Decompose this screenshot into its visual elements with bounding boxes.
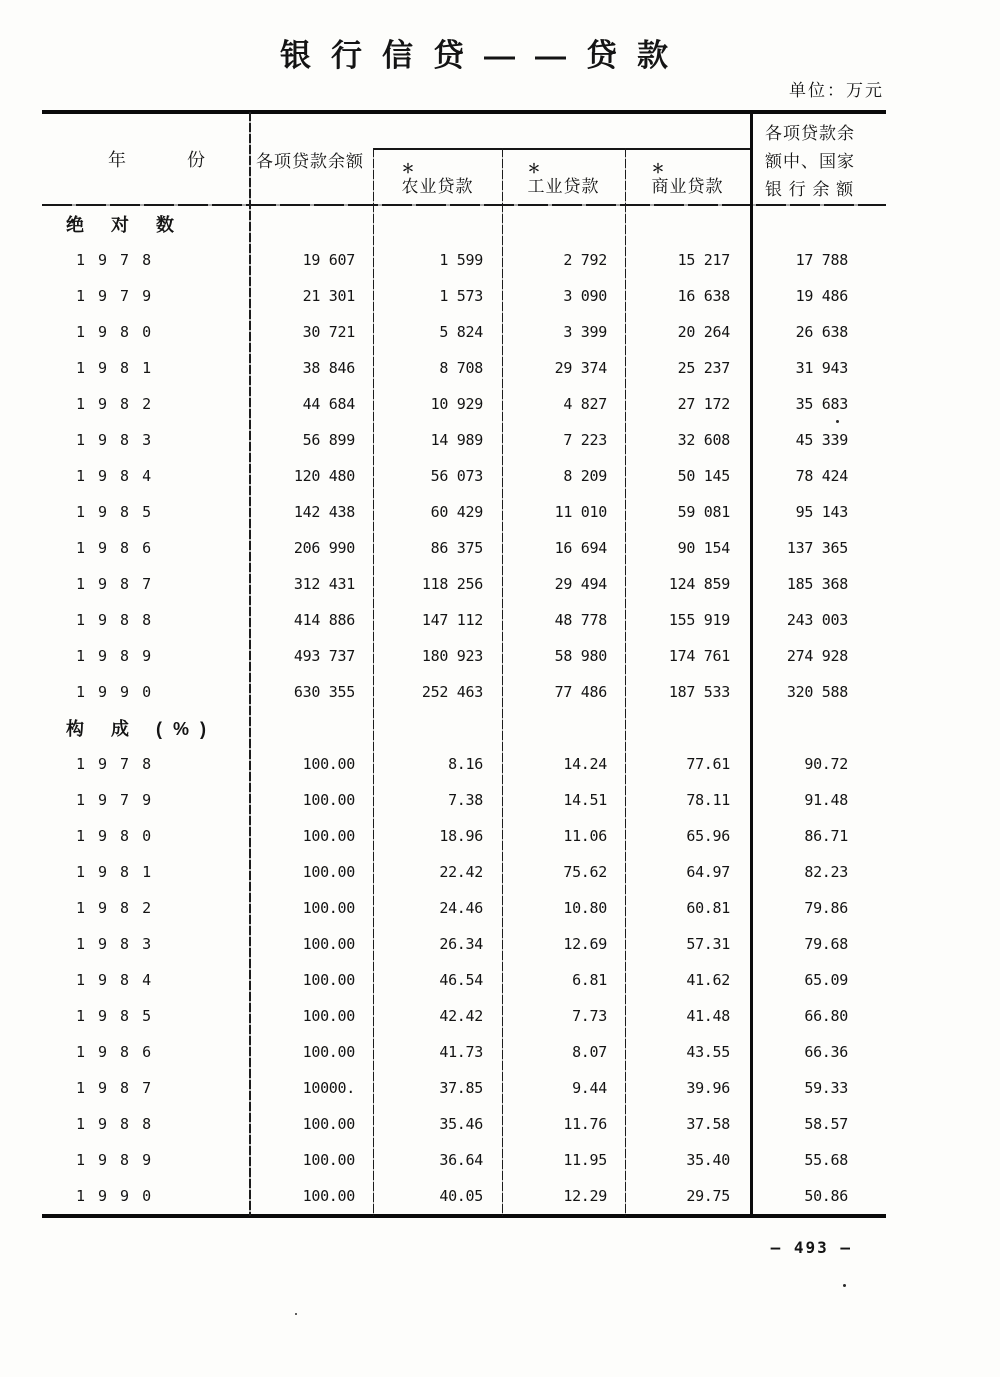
value-cell: 187 533 bbox=[668, 683, 730, 701]
value-cell: 43.55 bbox=[686, 1043, 730, 1061]
value-cell: 29 374 bbox=[554, 359, 607, 377]
value-cell: 91.48 bbox=[804, 791, 848, 809]
value-cell: 8 708 bbox=[439, 359, 483, 377]
industry-header-label: 工业贷款 bbox=[527, 176, 600, 196]
value-cell: 21 301 bbox=[302, 287, 355, 305]
year-cell: 1984 bbox=[76, 467, 165, 485]
value-cell: 79.86 bbox=[804, 899, 848, 917]
agriculture-header-label: 农业贷款 bbox=[401, 176, 474, 196]
value-cell: 45 339 bbox=[795, 431, 848, 449]
year-cell: 1982 bbox=[76, 395, 165, 413]
year-cell: 1981 bbox=[76, 359, 165, 377]
table-row bbox=[42, 602, 886, 638]
year-cell: 1986 bbox=[76, 1043, 165, 1061]
value-cell: 6.81 bbox=[572, 971, 607, 989]
value-cell: 11 010 bbox=[554, 503, 607, 521]
value-cell: 31 943 bbox=[795, 359, 848, 377]
value-cell: 1 573 bbox=[439, 287, 483, 305]
state-bank-header-line: 各项贷款余 bbox=[765, 124, 855, 143]
year-cell: 1989 bbox=[76, 647, 165, 665]
value-cell: 7.73 bbox=[572, 1007, 607, 1025]
value-cell: 50.86 bbox=[804, 1187, 848, 1205]
value-cell: 25 237 bbox=[677, 359, 730, 377]
value-cell: 100.00 bbox=[302, 1115, 355, 1133]
value-cell: 100.00 bbox=[302, 899, 355, 917]
year-cell: 1988 bbox=[76, 611, 165, 629]
value-cell: 29.75 bbox=[686, 1187, 730, 1205]
section-label: 绝 对 数 bbox=[66, 215, 186, 235]
table-row bbox=[42, 422, 886, 458]
value-cell: 100.00 bbox=[302, 1007, 355, 1025]
value-cell: 100.00 bbox=[302, 1187, 355, 1205]
footnote-asterisk: ＊ bbox=[401, 160, 415, 176]
commerce-header-label: 商业贷款 bbox=[651, 176, 724, 196]
value-cell: 86 375 bbox=[430, 539, 483, 557]
value-cell: 180 923 bbox=[421, 647, 483, 665]
value-cell: 100.00 bbox=[302, 1043, 355, 1061]
value-cell: 124 859 bbox=[668, 575, 730, 593]
year-cell: 1980 bbox=[76, 323, 165, 341]
table-row bbox=[42, 818, 886, 854]
agriculture-column-header bbox=[373, 154, 502, 204]
value-cell: 3 399 bbox=[563, 323, 607, 341]
value-cell: 2 792 bbox=[563, 251, 607, 269]
unit-label: 单位：万元 bbox=[789, 81, 884, 100]
year-cell: 1987 bbox=[76, 575, 165, 593]
value-cell: 147 112 bbox=[421, 611, 483, 629]
table-row bbox=[42, 494, 886, 530]
value-cell: 10 929 bbox=[430, 395, 483, 413]
table-row bbox=[42, 746, 886, 782]
value-cell: 41.48 bbox=[686, 1007, 730, 1025]
value-cell: 100.00 bbox=[302, 827, 355, 845]
table-row bbox=[42, 566, 886, 602]
value-cell: 37.58 bbox=[686, 1115, 730, 1133]
total-loans-column-header: 各项贷款余额 bbox=[256, 151, 364, 171]
table-row bbox=[42, 242, 886, 278]
year-cell: 1990 bbox=[76, 683, 165, 701]
table-row bbox=[42, 1106, 886, 1142]
page-number: — 493 — bbox=[770, 1238, 852, 1257]
value-cell: 58.57 bbox=[804, 1115, 848, 1133]
table-bottom-rule bbox=[42, 1214, 886, 1218]
table-header bbox=[42, 114, 886, 204]
year-cell: 1980 bbox=[76, 827, 165, 845]
table-row bbox=[42, 386, 886, 422]
table-row bbox=[42, 314, 886, 350]
value-cell: 50 145 bbox=[677, 467, 730, 485]
value-cell: 37.85 bbox=[439, 1079, 483, 1097]
year-cell: 1985 bbox=[76, 1007, 165, 1025]
value-cell: 55.68 bbox=[804, 1151, 848, 1169]
value-cell: 36.64 bbox=[439, 1151, 483, 1169]
value-cell: 65.09 bbox=[804, 971, 848, 989]
value-cell: 493 737 bbox=[293, 647, 355, 665]
value-cell: 100.00 bbox=[302, 755, 355, 773]
year-cell: 1982 bbox=[76, 899, 165, 917]
value-cell: 90 154 bbox=[677, 539, 730, 557]
year-header-char: 份 bbox=[187, 150, 205, 170]
table-row bbox=[42, 890, 886, 926]
table-row bbox=[42, 962, 886, 998]
value-cell: 12.29 bbox=[563, 1187, 607, 1205]
footnote-asterisk: ＊ bbox=[527, 160, 541, 176]
agriculture-header-stack bbox=[402, 162, 474, 197]
value-cell: 3 090 bbox=[563, 287, 607, 305]
value-cell: 10.80 bbox=[563, 899, 607, 917]
table-row bbox=[42, 278, 886, 314]
state-bank-header-line: 银 行 余 额 bbox=[765, 180, 855, 199]
section-label-row bbox=[42, 710, 886, 746]
section-label: 构 成 (%) bbox=[66, 719, 217, 739]
value-cell: 78.11 bbox=[686, 791, 730, 809]
value-cell: 29 494 bbox=[554, 575, 607, 593]
value-cell: 79.68 bbox=[804, 935, 848, 953]
value-cell: 243 003 bbox=[786, 611, 848, 629]
table-row bbox=[42, 1178, 886, 1214]
value-cell: 100.00 bbox=[302, 791, 355, 809]
table-row bbox=[42, 782, 886, 818]
value-cell: 4 827 bbox=[563, 395, 607, 413]
value-cell: 320 588 bbox=[786, 683, 848, 701]
value-cell: 274 928 bbox=[786, 647, 848, 665]
scan-speck bbox=[836, 420, 839, 423]
value-cell: 100.00 bbox=[302, 1151, 355, 1169]
value-cell: 7.38 bbox=[448, 791, 483, 809]
value-cell: 58 980 bbox=[554, 647, 607, 665]
value-cell: 19 486 bbox=[795, 287, 848, 305]
value-cell: 35 683 bbox=[795, 395, 848, 413]
value-cell: 95 143 bbox=[795, 503, 848, 521]
value-cell: 8.07 bbox=[572, 1043, 607, 1061]
value-cell: 206 990 bbox=[293, 539, 355, 557]
year-cell: 1983 bbox=[76, 935, 165, 953]
table-row bbox=[42, 1070, 886, 1106]
value-cell: 630 355 bbox=[293, 683, 355, 701]
value-cell: 14.51 bbox=[563, 791, 607, 809]
table-row bbox=[42, 926, 886, 962]
value-cell: 39.96 bbox=[686, 1079, 730, 1097]
value-cell: 64.97 bbox=[686, 863, 730, 881]
value-cell: 60 429 bbox=[430, 503, 483, 521]
value-cell: 65.96 bbox=[686, 827, 730, 845]
table-row bbox=[42, 1034, 886, 1070]
page-title: 银行信贷——贷款 bbox=[280, 38, 688, 73]
footnote-asterisk: ＊ bbox=[651, 160, 665, 176]
value-cell: 312 431 bbox=[293, 575, 355, 593]
value-cell: 8.16 bbox=[448, 755, 483, 773]
value-cell: 11.95 bbox=[563, 1151, 607, 1169]
table-body bbox=[42, 206, 886, 1214]
value-cell: 7 223 bbox=[563, 431, 607, 449]
value-cell: 252 463 bbox=[421, 683, 483, 701]
table-row bbox=[42, 458, 886, 494]
value-cell: 59.33 bbox=[804, 1079, 848, 1097]
value-cell: 414 886 bbox=[293, 611, 355, 629]
value-cell: 57.31 bbox=[686, 935, 730, 953]
table-row bbox=[42, 1142, 886, 1178]
value-cell: 9.44 bbox=[572, 1079, 607, 1097]
value-cell: 12.69 bbox=[563, 935, 607, 953]
value-cell: 24.46 bbox=[439, 899, 483, 917]
year-cell: 1990 bbox=[76, 1187, 165, 1205]
value-cell: 185 368 bbox=[786, 575, 848, 593]
year-cell: 1984 bbox=[76, 971, 165, 989]
year-cell: 1979 bbox=[76, 287, 165, 305]
value-cell: 11.06 bbox=[563, 827, 607, 845]
value-cell: 75.62 bbox=[563, 863, 607, 881]
value-cell: 59 081 bbox=[677, 503, 730, 521]
table-row bbox=[42, 998, 886, 1034]
value-cell: 10000. bbox=[302, 1079, 355, 1097]
table-row bbox=[42, 854, 886, 890]
value-cell: 86.71 bbox=[804, 827, 848, 845]
value-cell: 66.80 bbox=[804, 1007, 848, 1025]
value-cell: 46.54 bbox=[439, 971, 483, 989]
value-cell: 174 761 bbox=[668, 647, 730, 665]
value-cell: 14 989 bbox=[430, 431, 483, 449]
year-column-header bbox=[42, 114, 249, 204]
value-cell: 100.00 bbox=[302, 971, 355, 989]
table-row bbox=[42, 350, 886, 386]
year-cell: 1985 bbox=[76, 503, 165, 521]
loans-table bbox=[42, 110, 886, 1220]
value-cell: 18.96 bbox=[439, 827, 483, 845]
year-cell: 1986 bbox=[76, 539, 165, 557]
value-cell: 16 694 bbox=[554, 539, 607, 557]
year-cell: 1978 bbox=[76, 251, 165, 269]
state-bank-column-header bbox=[750, 120, 886, 204]
year-cell: 1979 bbox=[76, 791, 165, 809]
value-cell: 60.81 bbox=[686, 899, 730, 917]
year-cell: 1988 bbox=[76, 1115, 165, 1133]
commerce-header-stack bbox=[652, 162, 724, 197]
value-cell: 42.42 bbox=[439, 1007, 483, 1025]
value-cell: 20 264 bbox=[677, 323, 730, 341]
value-cell: 48 778 bbox=[554, 611, 607, 629]
value-cell: 11.76 bbox=[563, 1115, 607, 1133]
value-cell: 56 899 bbox=[302, 431, 355, 449]
value-cell: 78 424 bbox=[795, 467, 848, 485]
value-cell: 66.36 bbox=[804, 1043, 848, 1061]
value-cell: 38 846 bbox=[302, 359, 355, 377]
value-cell: 118 256 bbox=[421, 575, 483, 593]
value-cell: 100.00 bbox=[302, 863, 355, 881]
value-cell: 16 638 bbox=[677, 287, 730, 305]
value-cell: 19 607 bbox=[302, 251, 355, 269]
value-cell: 8 209 bbox=[563, 467, 607, 485]
scan-speck bbox=[843, 1284, 846, 1287]
value-cell: 77 486 bbox=[554, 683, 607, 701]
value-cell: 22.42 bbox=[439, 863, 483, 881]
value-cell: 155 919 bbox=[668, 611, 730, 629]
scan-speck bbox=[295, 1313, 297, 1315]
value-cell: 26.34 bbox=[439, 935, 483, 953]
value-cell: 40.05 bbox=[439, 1187, 483, 1205]
table-row bbox=[42, 638, 886, 674]
value-cell: 120 480 bbox=[293, 467, 355, 485]
value-cell: 137 365 bbox=[786, 539, 848, 557]
value-cell: 35.46 bbox=[439, 1115, 483, 1133]
industry-header-stack bbox=[528, 162, 600, 197]
value-cell: 17 788 bbox=[795, 251, 848, 269]
year-cell: 1989 bbox=[76, 1151, 165, 1169]
value-cell: 82.23 bbox=[804, 863, 848, 881]
value-cell: 1 599 bbox=[439, 251, 483, 269]
value-cell: 15 217 bbox=[677, 251, 730, 269]
year-cell: 1987 bbox=[76, 1079, 165, 1097]
industry-column-header bbox=[502, 154, 625, 204]
value-cell: 32 608 bbox=[677, 431, 730, 449]
state-bank-header-line: 额中、国家 bbox=[765, 152, 855, 171]
value-cell: 100.00 bbox=[302, 935, 355, 953]
value-cell: 5 824 bbox=[439, 323, 483, 341]
value-cell: 41.62 bbox=[686, 971, 730, 989]
value-cell: 35.40 bbox=[686, 1151, 730, 1169]
value-cell: 77.61 bbox=[686, 755, 730, 773]
value-cell: 14.24 bbox=[563, 755, 607, 773]
value-cell: 142 438 bbox=[293, 503, 355, 521]
year-cell: 1983 bbox=[76, 431, 165, 449]
year-cell: 1981 bbox=[76, 863, 165, 881]
value-cell: 56 073 bbox=[430, 467, 483, 485]
year-cell: 1978 bbox=[76, 755, 165, 773]
section-label-row bbox=[42, 206, 886, 242]
value-cell: 30 721 bbox=[302, 323, 355, 341]
table-row bbox=[42, 530, 886, 566]
value-cell: 44 684 bbox=[302, 395, 355, 413]
table-row bbox=[42, 674, 886, 710]
value-cell: 27 172 bbox=[677, 395, 730, 413]
value-cell: 26 638 bbox=[795, 323, 848, 341]
year-header-char: 年 bbox=[108, 150, 126, 170]
commerce-column-header bbox=[625, 154, 750, 204]
value-cell: 90.72 bbox=[804, 755, 848, 773]
value-cell: 41.73 bbox=[439, 1043, 483, 1061]
